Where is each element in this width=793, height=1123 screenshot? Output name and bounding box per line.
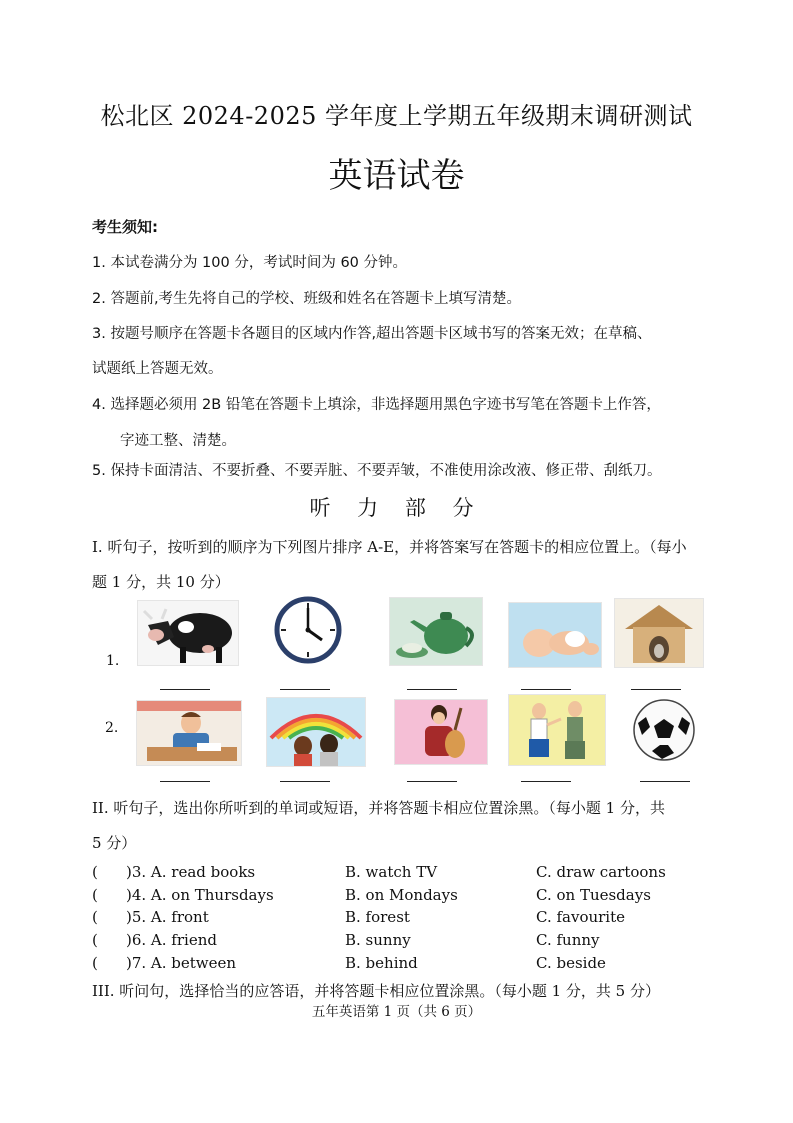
answer-blank[interactable] xyxy=(521,689,571,690)
answer-blank[interactable] xyxy=(160,689,210,690)
answer-blank[interactable] xyxy=(407,689,457,690)
option-b: B. on Mondays xyxy=(345,886,458,904)
answer-blank[interactable] xyxy=(521,781,571,782)
answer-blank[interactable] xyxy=(631,689,681,690)
option-b: B. behind xyxy=(345,954,418,972)
kung-fu-picture xyxy=(508,694,606,766)
part1-instruction: I. 听句子，按听到的顺序为下列图片排序 A-E，并将答案写在答题卡的相应位置上。（每小 xyxy=(92,538,687,556)
option-a: )5. A. front xyxy=(126,908,209,926)
row1-label: 1. xyxy=(106,653,120,669)
pipa-player-picture xyxy=(394,699,488,765)
option-c: C. beside xyxy=(536,954,606,972)
cow-picture xyxy=(137,600,239,666)
option-c: C. funny xyxy=(536,931,600,949)
notice-item: 5. 保持卡面清洁、不要折叠、不要弄脏、不要弄皱，不准使用涂改液、修正带、刮纸刀。 xyxy=(92,463,662,479)
page-footer: 五年英语第 1 页（共 6 页） xyxy=(311,1004,482,1020)
notice-item: 字迹工整、清楚。 xyxy=(120,433,236,449)
rainbow-picture xyxy=(266,697,366,767)
doghouse-picture xyxy=(614,598,704,668)
option-b: B. sunny xyxy=(345,931,411,949)
answer-paren[interactable]: ( xyxy=(92,954,98,972)
part1-instruction: 题 1 分，共 10 分） xyxy=(92,573,230,591)
clock-picture xyxy=(273,596,343,664)
notice-item: 1. 本试卷满分为 100 分，考试时间为 60 分钟。 xyxy=(92,255,408,271)
notice-heading: 考生须知: xyxy=(92,218,158,236)
exam-subtitle: 英语试卷 xyxy=(328,156,465,196)
option-a: )6. A. friend xyxy=(126,931,217,949)
part2-instruction: II. 听句子，选出你所听到的单词或短语，并将答题卡相应位置涂黑。（每小题 1 分，共 xyxy=(92,799,665,817)
row2-label: 2. xyxy=(105,720,119,736)
answer-blank[interactable] xyxy=(407,781,457,782)
answer-blank[interactable] xyxy=(280,689,330,690)
football-picture xyxy=(624,697,704,763)
answer-paren[interactable]: ( xyxy=(92,908,98,926)
notice-item: 4. 选择题必须用 2B 铅笔在答题卡上填涂，非选择题用黑色字迹书写笔在答题卡上作答， xyxy=(92,397,661,413)
listening-section-title: 听 力 部 分 xyxy=(309,496,484,520)
option-b: B. watch TV xyxy=(345,863,438,881)
option-c: C. favourite xyxy=(536,908,626,926)
option-c: C. on Tuesdays xyxy=(536,886,651,904)
notice-item: 3. 按题号顺序在答题卡各题目的区域内作答,超出答题卡区域书写的答案无效；在草稿、 xyxy=(92,326,652,342)
option-a: )7. A. between xyxy=(126,954,237,972)
student-writing-picture xyxy=(136,700,242,766)
notice-item: 试题纸上答题无效。 xyxy=(92,361,223,377)
option-c: C. draw cartoons xyxy=(536,863,666,881)
exam-title: 松北区 2024-2025 学年度上学期五年级期末调研测试 xyxy=(100,102,693,130)
baby-picture xyxy=(508,602,602,668)
answer-paren[interactable]: ( xyxy=(92,931,98,949)
part3-instruction: III. 听问句，选择恰当的应答语，并将答题卡相应位置涂黑。（每小题 1 分，共 5 分） xyxy=(92,982,660,1000)
teapot-picture xyxy=(389,597,483,666)
notice-item: 2. 答题前,考生先将自己的学校、班级和姓名在答题卡上填写清楚。 xyxy=(92,291,522,307)
option-b: B. forest xyxy=(345,908,410,926)
answer-paren[interactable]: ( xyxy=(92,886,98,904)
part2-instruction: 5 分） xyxy=(92,834,137,852)
option-a: )3. A. read books xyxy=(126,863,256,881)
answer-blank[interactable] xyxy=(280,781,330,782)
answer-blank[interactable] xyxy=(640,781,690,782)
answer-paren[interactable]: ( xyxy=(92,863,98,881)
option-a: )4. A. on Thursdays xyxy=(126,886,274,904)
answer-blank[interactable] xyxy=(160,781,210,782)
